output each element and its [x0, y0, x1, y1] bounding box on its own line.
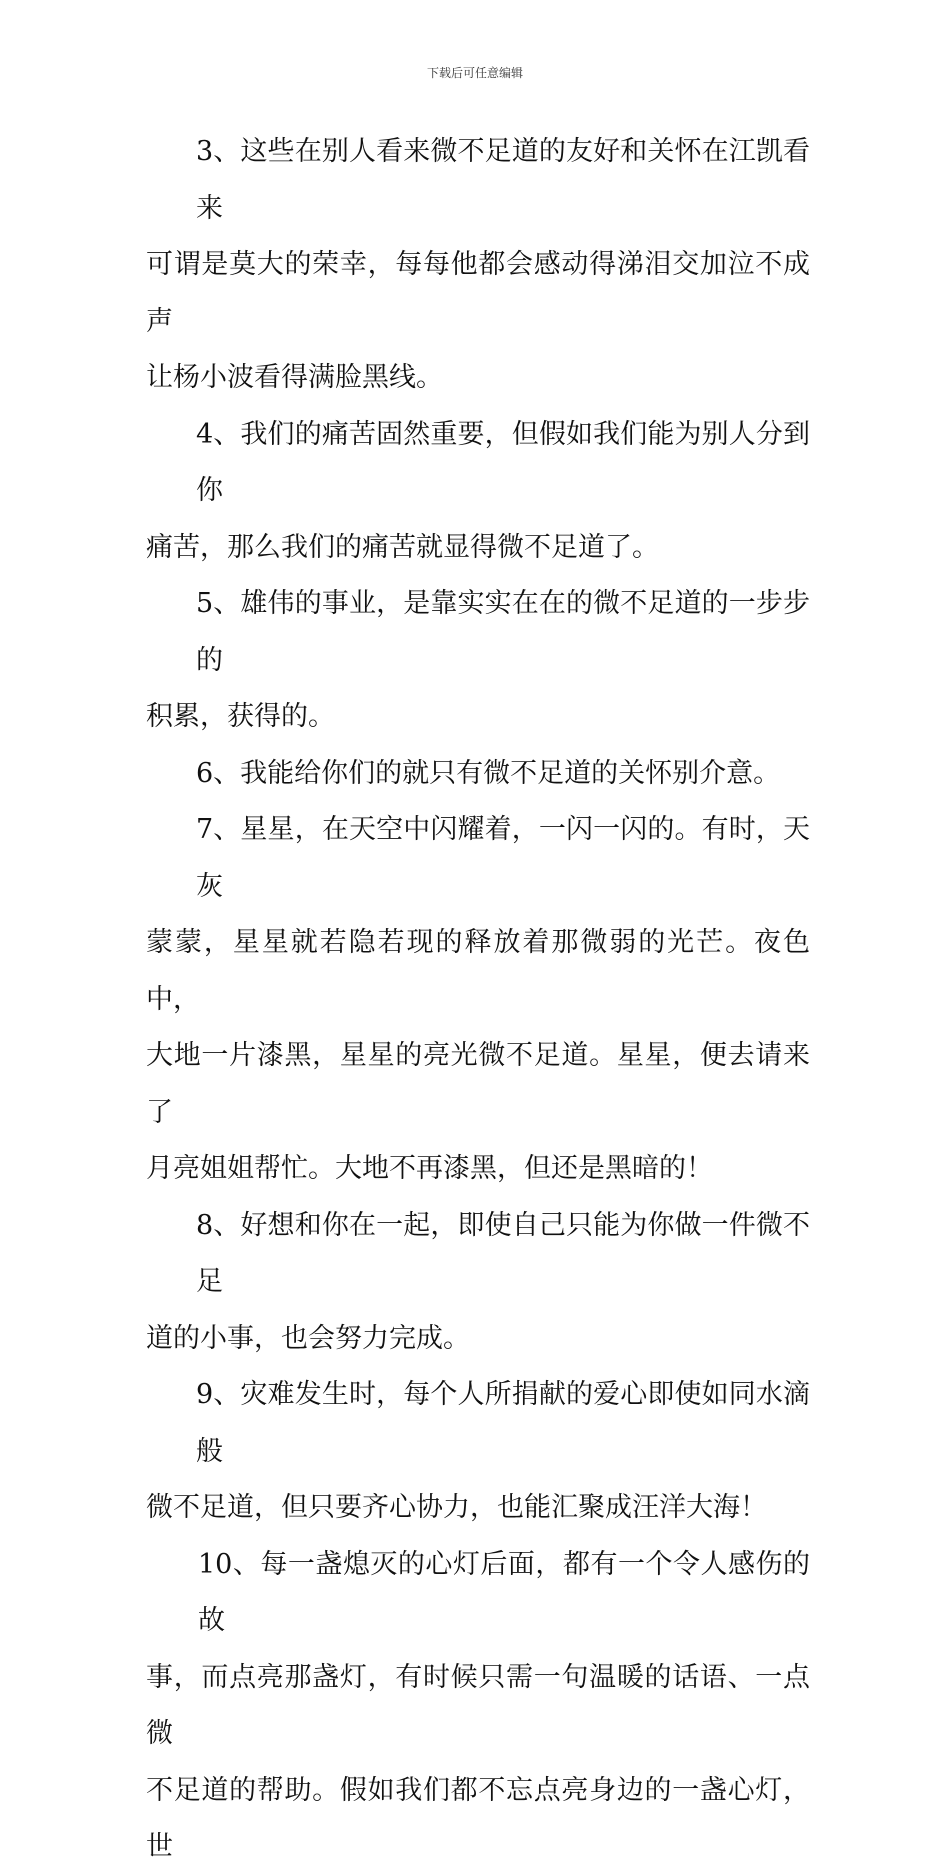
- paragraph-3: [146, 124, 810, 407]
- paragraph-10: [146, 1537, 810, 1876]
- paragraph-5: [146, 576, 810, 746]
- paragraph-line: 6、我能给你们的就只有微不足道的关怀别介意。: [196, 757, 781, 789]
- paragraph-line: 5、雄伟的事业，是靠实实在在的微不足道的一步步的: [196, 588, 810, 676]
- paragraph-line: 可谓是莫大的荣幸，每每他都会感动得涕泪交加泣不成声: [146, 249, 810, 337]
- paragraph-line: 积累，获得的。: [146, 701, 335, 732]
- paragraph-6: [146, 746, 810, 803]
- document-body: [146, 124, 810, 1876]
- paragraph-7: [146, 802, 810, 1198]
- paragraph-4: [146, 407, 810, 577]
- page-header-note: 下载后可任意编辑: [426, 66, 523, 80]
- paragraph-line: 道的小事，也会努力完成。: [146, 1322, 470, 1354]
- paragraph-line: 10、每一盏熄灭的心灯后面，都有一个令人感伤的故: [198, 1548, 810, 1636]
- paragraph-line: 痛苦，那么我们的痛苦就显得微不足道了。: [146, 531, 659, 563]
- paragraph-line: 3、这些在别人看来微不足道的友好和关怀在江凯看来: [196, 136, 810, 224]
- paragraph-line: 让杨小波看得满脸黑线。: [146, 362, 443, 393]
- paragraph-line: 7、星星，在天空中闪耀着，一闪一闪的。有时，天灰: [196, 814, 810, 902]
- paragraph-line: 9、灾难发生时，每个人所捐献的爱心即使如同水滴般: [196, 1379, 810, 1467]
- paragraph-line: 不足道的帮助。假如我们都不忘点亮身边的一盏心灯，世: [146, 1774, 810, 1862]
- paragraph-line: 蒙蒙，星星就若隐若现的释放着那微弱的光芒。夜色中，: [146, 927, 810, 1015]
- paragraph-line: 微不足道，但只要齐心协力，也能汇聚成汪洋大海！: [146, 1492, 767, 1523]
- paragraph-line: 月亮姐姐帮忙。大地不再漆黑，但还是黑暗的！: [146, 1153, 713, 1184]
- paragraph-8: [146, 1198, 810, 1368]
- paragraph-line: 大地一片漆黑，星星的亮光微不足道。星星，便去请来了: [146, 1040, 810, 1128]
- paragraph-line: 8、好想和你在一起，即使自己只能为你做一件微不足: [196, 1209, 810, 1297]
- paragraph-line: 4、我们的痛苦固然重要，但假如我们能为别人分到你: [196, 418, 810, 506]
- paragraph-9: [146, 1367, 810, 1537]
- paragraph-line: 事，而点亮那盏灯，有时候只需一句温暖的话语、一点微: [146, 1661, 810, 1749]
